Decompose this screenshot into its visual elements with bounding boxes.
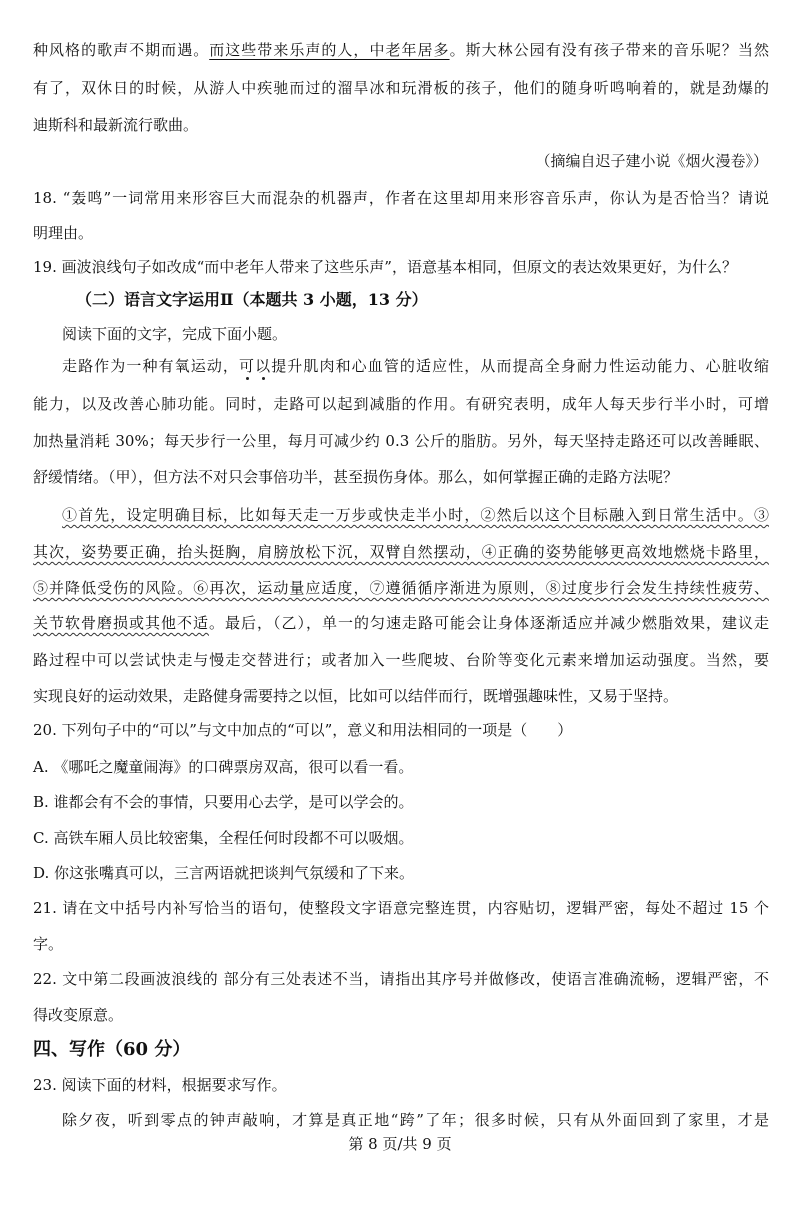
story-line-1: 种风格的歌声不期而遇。而这些带来乐声的人，中老年居多。斯大林公园有没有孩子带来的音乐呢？当然 bbox=[33, 41, 769, 59]
passage-p1-line-4: 舒缓情绪。（甲），但方法不对只会事倍功半，甚至损伤身体。那么，如何掌握正确的走路方法呢？ bbox=[33, 468, 679, 486]
section-2-instruction: 阅读下面的文字，完成下面小题。 bbox=[62, 325, 288, 343]
passage-p1-line-3: 加热量消耗 30%；每天步行一公里，每月可减少约 0.3 公斤的脂肪。另外，每天坚持走路还可以改善睡眠、 bbox=[33, 432, 769, 450]
section-2-title: （二）语言文字运用Ⅱ（本题共 3 小题，13 分） bbox=[76, 290, 428, 309]
passage-p2-line-3: ⑤并降低受伤的风险。⑥再次，运动量应适度，⑦遵循循序渐进为原则，⑧过度步行会发生持续性疲劳、 bbox=[33, 579, 769, 597]
question-21-line-1: 21. 请在文中括号内补写恰当的语句，使整段文字语意完整连贯，内容贴切，逻辑严密，每处不超过 15 个 bbox=[33, 899, 769, 917]
question-23-material: 除夕夜，听到零点的钟声敲响，才算是真正地“跨”了年；很多时候，只有从外面回到了家里，才是 bbox=[62, 1111, 769, 1129]
question-18-line-2: 明理由。 bbox=[33, 224, 94, 242]
question-22-line-1: 22. 文中第二段画波浪线的 部分有三处表述不当，请指出其序号并做修改，使语言准确流畅，逻辑严密，不 bbox=[33, 970, 769, 988]
page-number: 第 8 页/共 9 页 bbox=[348, 1135, 452, 1153]
section-4-title: 四、写作（60 分） bbox=[33, 1039, 191, 1060]
wavy-sentence: 而这些带来乐声的人，中老年居多 bbox=[209, 41, 450, 59]
passage-p2-line-1: ①首先，设定明确目标，比如每天走一万步或快走半小时，②然后以这个目标融入到日常生活中。③ bbox=[62, 506, 769, 524]
question-20-option-d: D. 你这张嘴真可以，三言两语就把谈判气氛缓和了下来。 bbox=[33, 864, 415, 882]
question-19: 19. 画波浪线句子如改成“而中老年人带来了这些乐声”，语意基本相同，但原文的表达效果更好，为什么？ bbox=[33, 258, 737, 276]
question-20-stem: 20. 下列句子中的“可以”与文中加点的“可以”，意义和用法相同的一项是（ ） bbox=[33, 721, 573, 739]
passage-p2-line-6: 实现良好的运动效果，走路健身需要持之以恒，比如可以结伴而行，既增强趣味性，又易于坚持。 bbox=[33, 687, 679, 705]
question-18-line-1: 18. “轰鸣”一词常用来形容巨大而混杂的机器声，作者在这里却用来形容音乐声，你认为是否恰当？请说 bbox=[33, 189, 769, 207]
question-20-option-b: B. 谁都会有不会的事情，只要用心去学，是可以学会的。 bbox=[33, 793, 414, 811]
question-22-line-2: 得改变原意。 bbox=[33, 1006, 124, 1024]
dotted-char-yi: 以 bbox=[255, 357, 272, 375]
story-line-3: 迪斯科和最新流行歌曲。 bbox=[33, 116, 199, 134]
question-23-stem: 23. 阅读下面的材料，根据要求写作。 bbox=[33, 1076, 287, 1094]
passage-p2-line-4: 关节软骨磨损或其他不适。最后，（乙），单一的匀速走路可能会让身体逐渐适应并减少燃脂效果，建议走 bbox=[33, 614, 769, 632]
passage-p1-line-1: 走路作为一种有氧运动，可以提升肌肉和心血管的适应性，从而提高全身耐力性运动能力、心脏收缩 bbox=[62, 357, 769, 375]
question-20-option-c: C. 高铁车厢人员比较密集，全程任何时段都不可以吸烟。 bbox=[33, 829, 414, 847]
story-line-2: 有了，双休日的时候，从游人中疾驰而过的溜旱冰和玩滑板的孩子，他们的随身听鸣响着的，就是劲爆的 bbox=[33, 79, 769, 97]
passage-p2-line-5: 路过程中可以尝试快走与慢走交替进行；或者加入一些爬坡、台阶等变化元素来增加运动强度。当然，要 bbox=[33, 651, 769, 669]
passage-p2-line-2: 其次，姿势要正确，抬头挺胸，肩膀放松下沉，双臂自然摆动，④正确的姿势能够更高效地燃烧卡路里， bbox=[33, 543, 769, 561]
dotted-char-ke: 可 bbox=[239, 357, 256, 375]
story-source: （摘编自迟子建小说《烟火漫卷》） bbox=[535, 152, 768, 170]
question-20-option-a: A. 《哪吒之魔童闹海》的口碑票房双高，很可以看一看。 bbox=[33, 758, 414, 776]
passage-p1-line-2: 能力，以及改善心肺功能。同时，走路可以起到减脂的作用。有研究表明，成年人每天步行半小时，可增 bbox=[33, 395, 769, 413]
question-21-line-2: 字。 bbox=[33, 935, 64, 953]
